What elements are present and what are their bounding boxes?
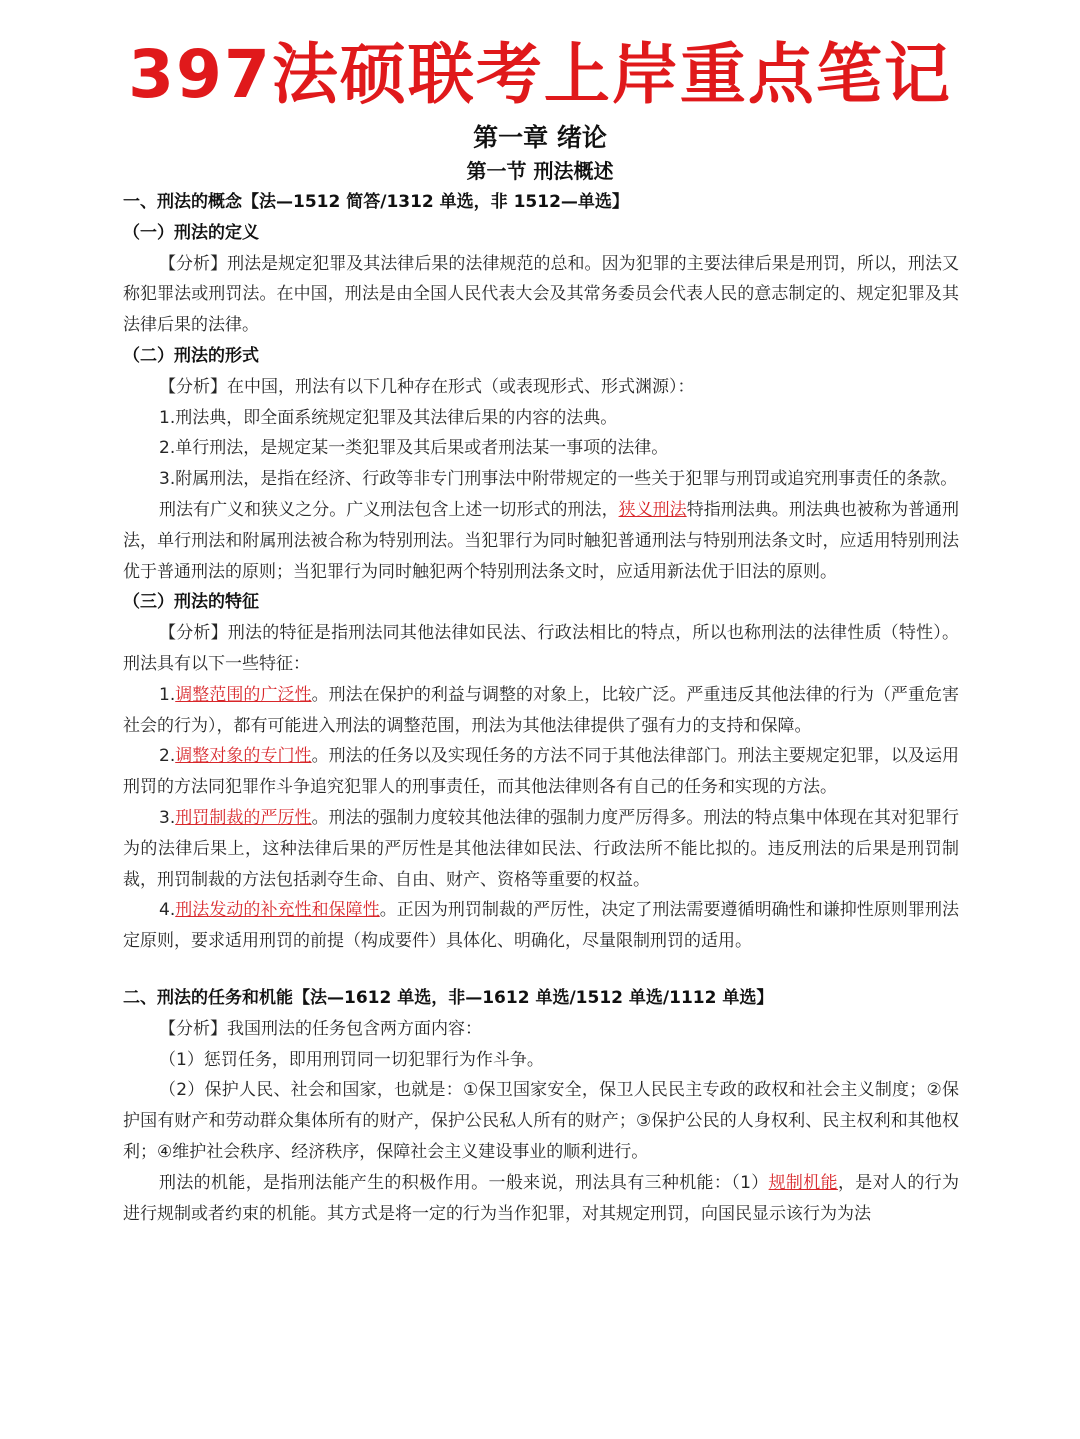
document-banner-title: 397法硕联考上岸重点笔记 — [128, 36, 952, 113]
highlight-regulatory-function: 规制机能 — [768, 1172, 838, 1193]
forms-intro-text: 在中国，刑法有以下几种存在形式（或表现形式、形式渊源）： — [227, 376, 695, 397]
feature-text: 。正因为刑罚制裁的严厉性，决定了刑法需要遵循明确性和谦抑性原则罪刑法定原则，要求适用刑罚的前提（构成要件）具体化、明确化，尽量限制刑罚的适用。 — [123, 900, 959, 952]
subheading-definition: （一）刑法的定义 — [123, 222, 259, 243]
functions-text-a: 刑法的机能，是指刑法能产生的积极作用。一般来说，刑法具有三种机能：（1） — [159, 1172, 769, 1193]
subheading-features: （三）刑法的特征 — [123, 592, 259, 613]
paragraph-tasks-intro — [123, 1014, 959, 1045]
feature-text: 。刑法在保护的利益与调整的对象上，比较广泛。严重违反其他法律的行为（严重危害社会的行为），都有可能进入刑法的调整范围，刑法为其他法律提供了强有力的支持和保障。 — [123, 684, 960, 736]
feature-number: 1. — [159, 684, 176, 705]
feature-item-4 — [123, 895, 959, 957]
task-item-protection: （2）保护人民、社会和国家，也就是：①保卫国家安全，保卫人民民主专政的政权和社会主义制度；②保护国有财产和劳动群众集体所有的财产，保护公民私人所有的财产；③保护公民的人身权利、民主权利和其他权利；④维护社会秩序、经济秩序，保障社会主义建设事业的顺利进行。 — [123, 1080, 959, 1162]
features-intro-text: 刑法的特征是指刑法同其他法律如民法、行政法相比的特点，所以也称刑法的法律性质（特性）。刑法具有以下一些特征： — [123, 623, 960, 674]
analysis-tag: 【分析】 — [159, 376, 227, 397]
highlight-feature-3: 刑罚制裁的严厉性 — [175, 807, 312, 828]
highlight-feature-2: 调整对象的专门性 — [175, 746, 312, 767]
list-item-special-criminal-law: 2.单行刑法，是规定某一类犯罪及其后果或者刑法某一事项的法律。 — [159, 438, 669, 459]
task-item-punishment: （1）惩罚任务，即用刑罚同一切犯罪行为作斗争。 — [159, 1049, 544, 1070]
section-spacer — [123, 957, 959, 983]
section-title: 第一节 刑法概述 — [466, 159, 614, 183]
feature-number: 4. — [159, 900, 176, 921]
broad-narrow-text-a: 刑法有广义和狭义之分。广义刑法包含上述一切形式的刑法， — [159, 499, 619, 520]
subheading-forms: （二）刑法的形式 — [123, 345, 259, 366]
feature-item-2 — [123, 741, 959, 803]
broad-narrow-text-b: 特指刑法典。刑法典也被称为普通刑法，单行刑法和附属刑法被合称为特别刑法。当犯罪行为同时触犯普通刑法与特别刑法条文时，应适用特别刑法优于普通刑法的原则；当犯罪行为同时触犯两个特别刑法条文时，应适用新法优于旧法的原则。 — [123, 499, 960, 582]
list-item-criminal-code: 1.刑法典，即全面系统规定犯罪及其法律后果的内容的法典。 — [159, 407, 618, 428]
paragraph-broad-narrow — [123, 495, 959, 587]
feature-text: 。刑法的任务以及实现任务的方法不同于其他法律部门。刑法主要规定犯罪，以及运用刑罚的方法同犯罪作斗争追究犯罪人的刑事责任，而其他法律则各有自己的任务和实现的方法。 — [123, 746, 960, 798]
analysis-tag: 【分析】 — [159, 623, 228, 644]
list-item-subsidiary-criminal-law: 3.附属刑法，是指在经济、行政等非专门刑事法中附带规定的一些关于犯罪与刑罚或追究刑事责任的条款。 — [159, 469, 958, 490]
definition-text: 刑法是规定犯罪及其法律后果的法律规范的总和。因为犯罪的主要法律后果是刑罚，所以，刑法又称犯罪法或刑罚法。在中国，刑法是由全国人民代表大会及其常务委员会代表人民的意志制定的、规定犯罪及其法律后果的法律。 — [123, 253, 960, 336]
paragraph-functions — [123, 1168, 959, 1230]
paragraph-definition — [123, 249, 959, 341]
feature-item-1 — [123, 680, 959, 742]
paragraph-features-intro — [123, 618, 959, 680]
notes-body — [123, 187, 959, 1229]
chapter-title: 第一章 绪论 — [473, 123, 607, 152]
analysis-tag: 【分析】 — [159, 253, 228, 274]
feature-number: 3. — [159, 807, 176, 828]
paragraph-forms-intro — [123, 372, 959, 403]
highlight-feature-4: 刑法发动的补充性和保障性 — [175, 900, 380, 921]
feature-item-3 — [123, 803, 959, 895]
feature-number: 2. — [159, 746, 176, 767]
heading-tasks-and-functions: 二、刑法的任务和机能【法—1612 单选，非—1612 单选/1512 单选/1112 单选】 — [123, 987, 774, 1008]
analysis-tag: 【分析】 — [159, 1018, 227, 1039]
highlight-feature-1: 调整范围的广泛性 — [175, 684, 312, 705]
highlight-narrow-criminal-law: 狭义刑法 — [618, 499, 687, 520]
tasks-intro-text: 我国刑法的任务包含两方面内容： — [227, 1018, 482, 1039]
functions-text-b: ，是对人的行为进行规制或者约束的机能。其方式是将一定的行为当作犯罪，对其规定刑罚，向国民显示该行为为法 — [123, 1172, 960, 1224]
feature-text: 。刑法的强制力度较其他法律的强制力度严厉得多。刑法的特点集中体现在其对犯罪行为的法律后果上，这种法律后果的严厉性是其他法律如民法、行政法所不能比拟的。违反刑法的后果是刑罚制裁，刑罚制裁的方法包括剥夺生命、自由、财产、资格等重要的权益。 — [123, 807, 960, 890]
heading-criminal-law-concept: 一、刑法的概念【法—1512 简答/1312 单选，非 1512—单选】 — [123, 192, 629, 212]
